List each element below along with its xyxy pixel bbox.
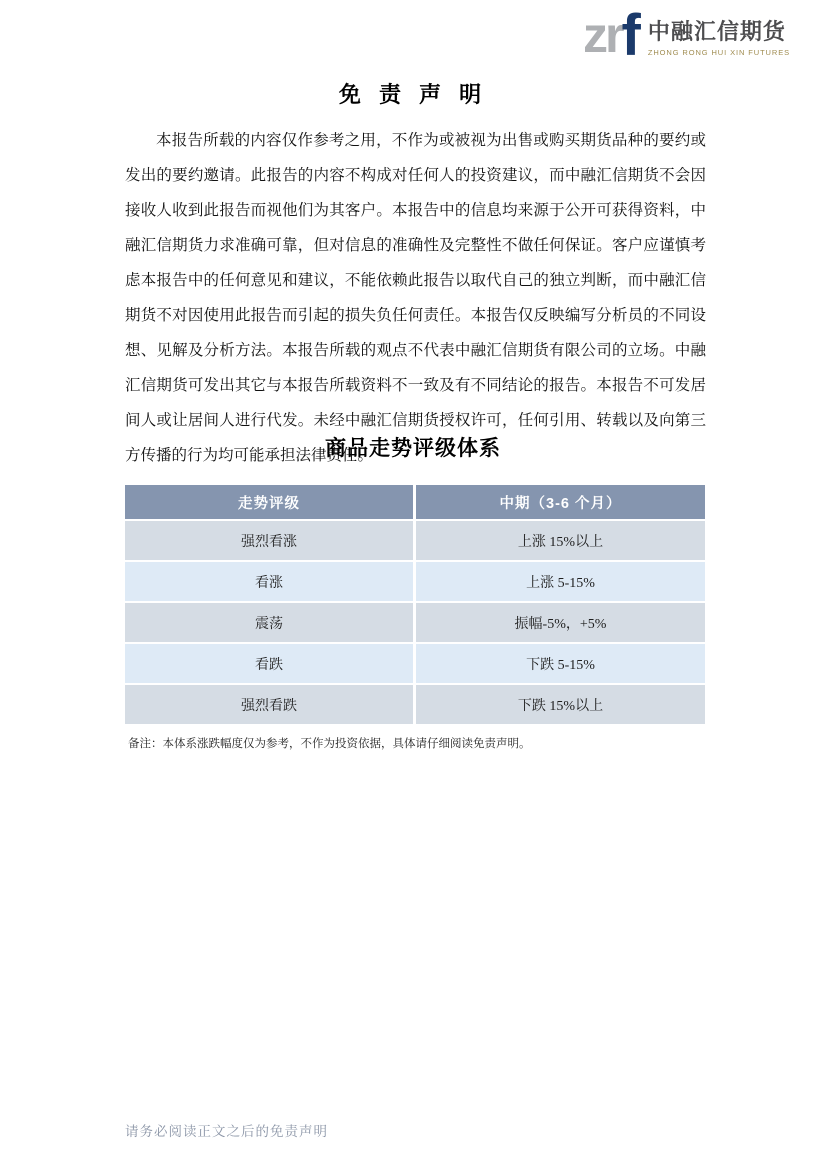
logo-mark-f: f <box>621 3 638 68</box>
rating-table <box>125 485 705 724</box>
logo-mark-zr: zr <box>583 7 622 64</box>
company-name-cn: 中融汇信期货 <box>647 19 786 45</box>
table-cell-range: 下跌 15%以上 <box>416 685 705 724</box>
table-cell-range: 上涨 15%以上 <box>416 521 705 560</box>
table-cell-rating: 强烈看涨 <box>125 521 413 560</box>
table-cell-rating: 震荡 <box>125 603 413 642</box>
disclaimer-paragraph: 本报告所载的内容仅作参考之用，不作为或被视为出售或购买期货品种的要约或发出的要约邀请。此报告的内容不构成对任何人的投资建议，而中融汇信期货不会因接收人收到此报告而视他们为其客户。本报告中的信息均来源于公开可获得资料，中融汇信期货力求准确可靠，但对信息的准确性及完整性不做任何保证。客户应谨慎考虑本报告中的任何意见和建议，不能依赖此报告以取代自己的独立判断，而中融汇信期货不对因使用此报告而引起的损失负任何责任。本报告仅反映编写分析员的不同设想、见解及分析方法。本报告所载的观点不代表中融汇信期货有限公司的立场。中融汇信期货可发出其它与本报告所载资料不一致及有不同结论的报告。本报告不可发居间人或让居间人进行代发。未经中融汇信期货授权许可，任何引用、转载以及向第三方传播的行为均可能承担法律责任。 <box>125 132 706 464</box>
table-header-midterm: 中期（3-6 个月） <box>416 485 705 519</box>
company-logo <box>583 3 790 68</box>
zrf-logo-icon <box>583 3 638 68</box>
section-title: 商品走势评级体系 <box>325 437 501 460</box>
company-name-en: ZHONG RONG HUI XIN FUTURES <box>647 47 790 57</box>
table-cell-rating: 强烈看跌 <box>125 685 413 724</box>
footer-disclaimer-reminder: 请务必阅读正文之后的免责声明 <box>125 1124 328 1139</box>
table-cell-rating: 看跌 <box>125 644 413 683</box>
table-cell-range: 振幅-5%，+5% <box>416 603 705 642</box>
table-cell-range: 下跌 5-15% <box>416 644 705 683</box>
logo-text <box>648 20 790 59</box>
table-note: 备注：本体系涨跌幅度仅为参考，不作为投资依据，具体请仔细阅读免责声明。 <box>128 738 531 750</box>
table-cell-rating: 看涨 <box>125 562 413 601</box>
table-cell-range: 上涨 5-15% <box>416 562 705 601</box>
page-title: 免 责 声 明 <box>338 82 488 107</box>
table-header-rating: 走势评级 <box>125 485 413 519</box>
